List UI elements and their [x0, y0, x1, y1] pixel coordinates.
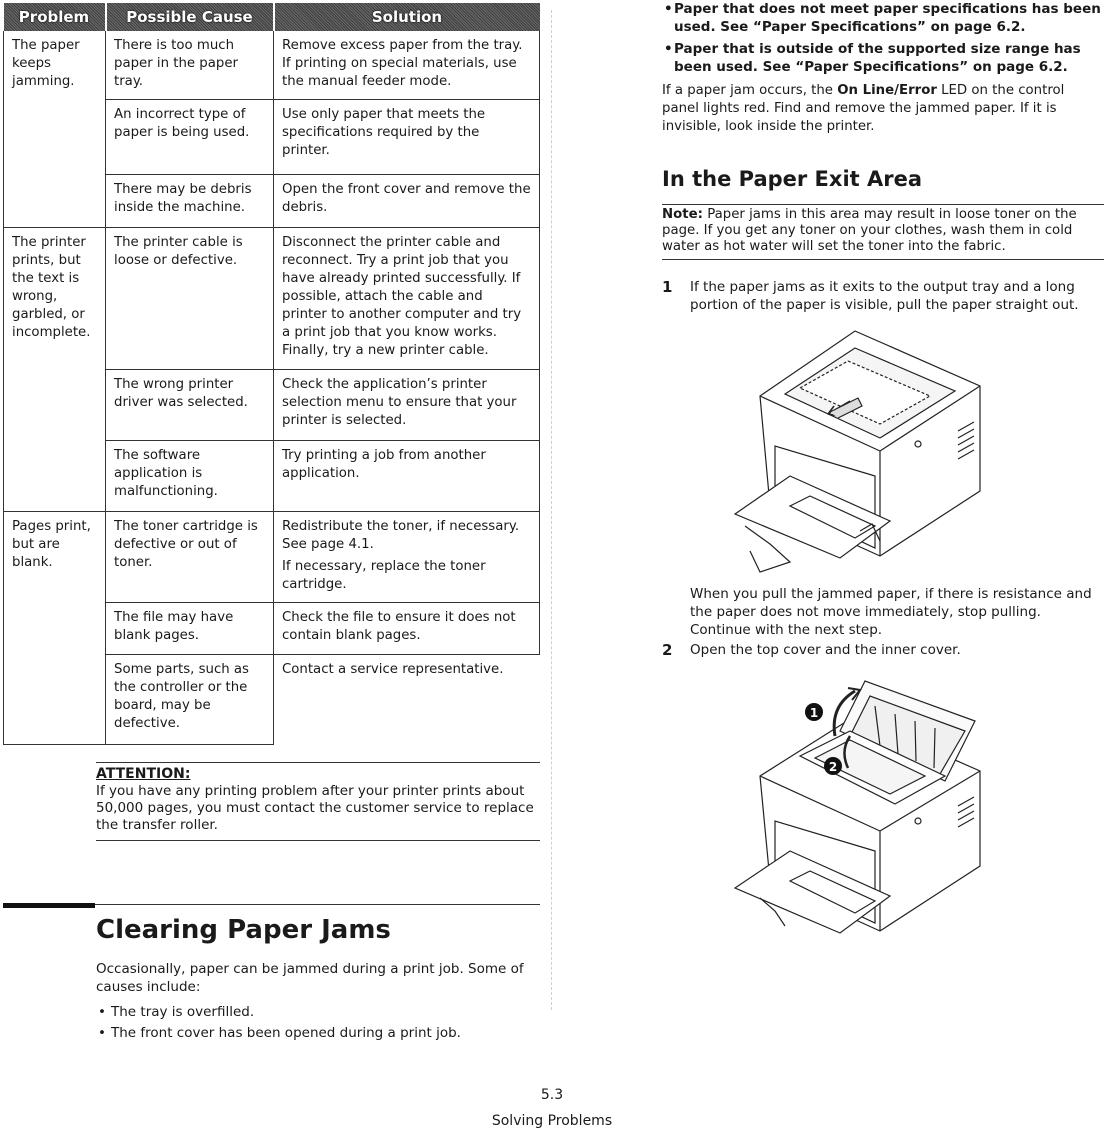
section-intro: Occasionally, paper can be jammed during a print job. Some of causes include: — [96, 961, 524, 995]
cause-cell: The file may have blank pages. — [106, 603, 274, 655]
solution-cell — [274, 370, 540, 441]
cause-cell: The wrong printer driver was selected. — [106, 370, 274, 441]
step-number: 2 — [662, 641, 673, 659]
solution-cell — [274, 100, 540, 175]
section-bar — [3, 903, 95, 908]
printer-exit-jam-illustration — [730, 326, 990, 576]
header-possible-cause: Possible Cause — [106, 3, 274, 31]
note-text: Paper jams in this area may result in loose toner on the page. If you get any toner on your clothes, wash them in cold water as hot water will set the toner into the fabric. — [662, 207, 1077, 254]
note-box — [662, 204, 1104, 260]
paper-cause-list — [662, 0, 1102, 80]
step-1 — [662, 278, 1104, 314]
printer-open-covers-illustration — [730, 676, 990, 938]
solution-text: Disconnect the printer cable and reconnect. Try a print job that you have already printed successfully. If possible, attach the cable and printer to another computer and try a print job that you know works. Finally, try a new printer cable. — [282, 235, 522, 358]
solution-cell — [274, 603, 540, 655]
solution-text: Check the application’s printer selection menu to ensure that your printer is selected. — [282, 377, 517, 428]
solution-cell — [274, 31, 540, 100]
troubleshooting-table — [3, 3, 540, 745]
solution-text: If necessary, replace the toner cartridge. — [282, 559, 486, 592]
step-1-followup: When you pull the jammed paper, if there is resistance and the paper does not move immediately, stop pulling. Continue with the next step. — [690, 586, 1092, 638]
attention-title: ATTENTION: — [96, 766, 191, 782]
callout-2 — [824, 757, 842, 775]
led-name: On Line/Error — [837, 83, 937, 98]
header-solution: Solution — [274, 3, 540, 31]
solution-text: Contact a service representative. — [282, 662, 504, 677]
paragraph-text: If a paper jam occurs, the — [662, 83, 838, 98]
attention-text: If you have any printing problem after your printer prints about 50,000 pages, you must contact the customer service to replace the transfer roller. — [96, 783, 534, 833]
solution-text: Check the file to ensure it does not contain blank pages. — [282, 610, 516, 643]
step-2 — [662, 641, 1104, 659]
solution-cell — [274, 441, 540, 512]
list-item: • Paper that does not meet paper specifications has been used. See “Paper Specifications” on page 6.2. — [662, 0, 1102, 36]
solution-text: Remove excess paper from the tray. If printing on special materials, use the manual feeder mode. — [282, 38, 523, 89]
svg-text:2: 2 — [828, 760, 838, 774]
table-row — [4, 31, 540, 100]
table-header-row — [4, 3, 540, 31]
problem-cell: The printer prints, but the text is wrong, garbled, or incomplete. — [4, 228, 106, 512]
section-title: Clearing Paper Jams — [96, 915, 391, 945]
step-number: 1 — [662, 278, 673, 296]
list-item: • The tray is overfilled. — [96, 1002, 542, 1023]
page-number: 5.3 — [540, 1087, 564, 1103]
jam-cause-list — [96, 1002, 542, 1044]
solution-cell — [274, 655, 540, 745]
cause-cell: There may be debris inside the machine. — [106, 175, 274, 228]
cause-cell: The software application is malfunctioning. — [106, 441, 274, 512]
note-label: Note: — [662, 207, 703, 222]
column-divider — [551, 10, 552, 1010]
solution-text: Try printing a job from another application. — [282, 448, 486, 481]
solution-cell — [274, 175, 540, 228]
jam-led-paragraph — [662, 82, 1102, 136]
callout-1 — [805, 703, 823, 721]
step-text: If the paper jams as it exits to the output tray and a long portion of the paper is visible, pull the paper straight out. — [690, 279, 1079, 313]
cause-cell: There is too much paper in the paper tray. — [106, 31, 274, 100]
step-text: Open the top cover and the inner cover. — [690, 642, 961, 658]
paragraph-text: LED on the control panel lights red. Find and remove the jammed paper. If it is invisible, look inside the printer. — [662, 83, 1065, 134]
solution-text: Redistribute the toner, if necessary. See page 4.1. — [282, 519, 520, 552]
header-problem: Problem — [4, 3, 106, 31]
cause-cell: Some parts, such as the controller or the board, may be defective. — [106, 655, 274, 745]
problem-cell: Pages print, but are blank. — [4, 512, 106, 745]
solution-cell — [274, 228, 540, 370]
subsection-title: In the Paper Exit Area — [662, 167, 923, 191]
table-row — [4, 512, 540, 603]
cause-cell: The toner cartridge is defective or out of toner. — [106, 512, 274, 603]
cause-cell: An incorrect type of paper is being used. — [106, 100, 274, 175]
solution-cell — [274, 512, 540, 603]
cause-cell: The printer cable is loose or defective. — [106, 228, 274, 370]
problem-cell: The paper keeps jamming. — [4, 31, 106, 228]
table-row — [4, 228, 540, 370]
list-item: • The front cover has been opened during a print job. — [96, 1023, 542, 1044]
solution-text: Use only paper that meets the specifications required by the printer. — [282, 107, 486, 158]
chapter-name: Solving Problems — [491, 1113, 613, 1129]
list-item: • Paper that is outside of the supported size range has been used. See “Paper Specifications” on page 6.2. — [662, 40, 1102, 76]
svg-text:1: 1 — [809, 706, 819, 720]
solution-text: Open the front cover and remove the debris. — [282, 182, 531, 215]
attention-box — [96, 762, 540, 841]
